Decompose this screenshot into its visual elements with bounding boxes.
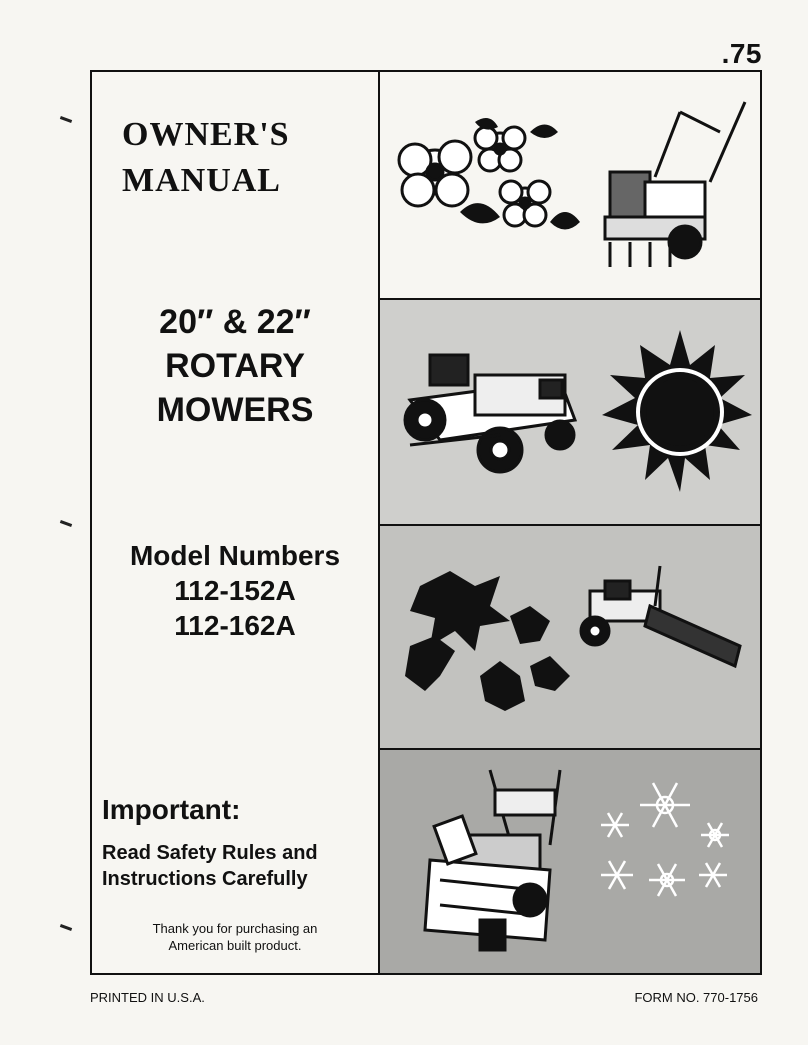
snowflake-icon — [601, 783, 729, 896]
safety-line-2: Instructions Carefully — [102, 868, 308, 890]
product-line-2: MOWERS — [156, 391, 314, 429]
snowthrower-panel — [380, 750, 760, 973]
snowthrower-icon — [425, 770, 560, 950]
snowthrower-illustration — [380, 750, 760, 973]
important-heading: Important: — [102, 794, 241, 825]
lawn-tractor-icon — [405, 355, 575, 472]
cover-text-column — [92, 72, 380, 973]
illustration-column — [380, 72, 760, 973]
flower-icon — [399, 141, 471, 206]
thanks-line-2: American built product. — [168, 938, 302, 953]
title-line-2: MANUAL — [122, 162, 281, 199]
models-label: Model Numbers — [129, 540, 341, 571]
size-line: 20″ & 22″ — [159, 303, 311, 341]
model-number-1: 112-152A — [174, 575, 296, 606]
lawn-sweeper-icon — [581, 566, 740, 666]
tractor-sun-panel — [380, 300, 760, 526]
product-line-1: ROTARY — [165, 347, 305, 385]
cover-frame — [90, 70, 762, 975]
flowers-tiller-panel — [380, 72, 760, 300]
flower-icon — [475, 127, 525, 171]
margin-mark — [60, 924, 72, 931]
model-numbers — [92, 538, 378, 643]
thank-you-note — [92, 920, 378, 954]
leaves-sweeper-illustration — [380, 526, 760, 750]
margin-mark — [60, 520, 72, 527]
title-line-1: OWNER'S — [122, 116, 290, 153]
model-number-2: 112-162A — [174, 610, 296, 641]
price-label: .75 — [721, 38, 762, 69]
form-number-label: FORM NO. 770-1756 — [634, 990, 758, 1005]
flowers-tiller-illustration — [380, 72, 760, 300]
leaves-sweeper-panel — [380, 526, 760, 750]
tiller-icon — [605, 102, 745, 267]
product-title — [92, 300, 378, 432]
printed-in-label: PRINTED IN U.S.A. — [90, 990, 205, 1005]
thanks-line-1: Thank you for purchasing an — [152, 921, 318, 936]
manual-title — [122, 112, 362, 204]
sun-icon — [602, 330, 752, 492]
maple-leaf-icon — [405, 571, 570, 711]
flower-icon — [500, 181, 550, 226]
safety-notice — [102, 840, 378, 892]
tractor-sun-illustration — [380, 300, 760, 526]
margin-mark — [60, 116, 72, 123]
safety-line-1: Read Safety Rules and — [102, 842, 318, 864]
